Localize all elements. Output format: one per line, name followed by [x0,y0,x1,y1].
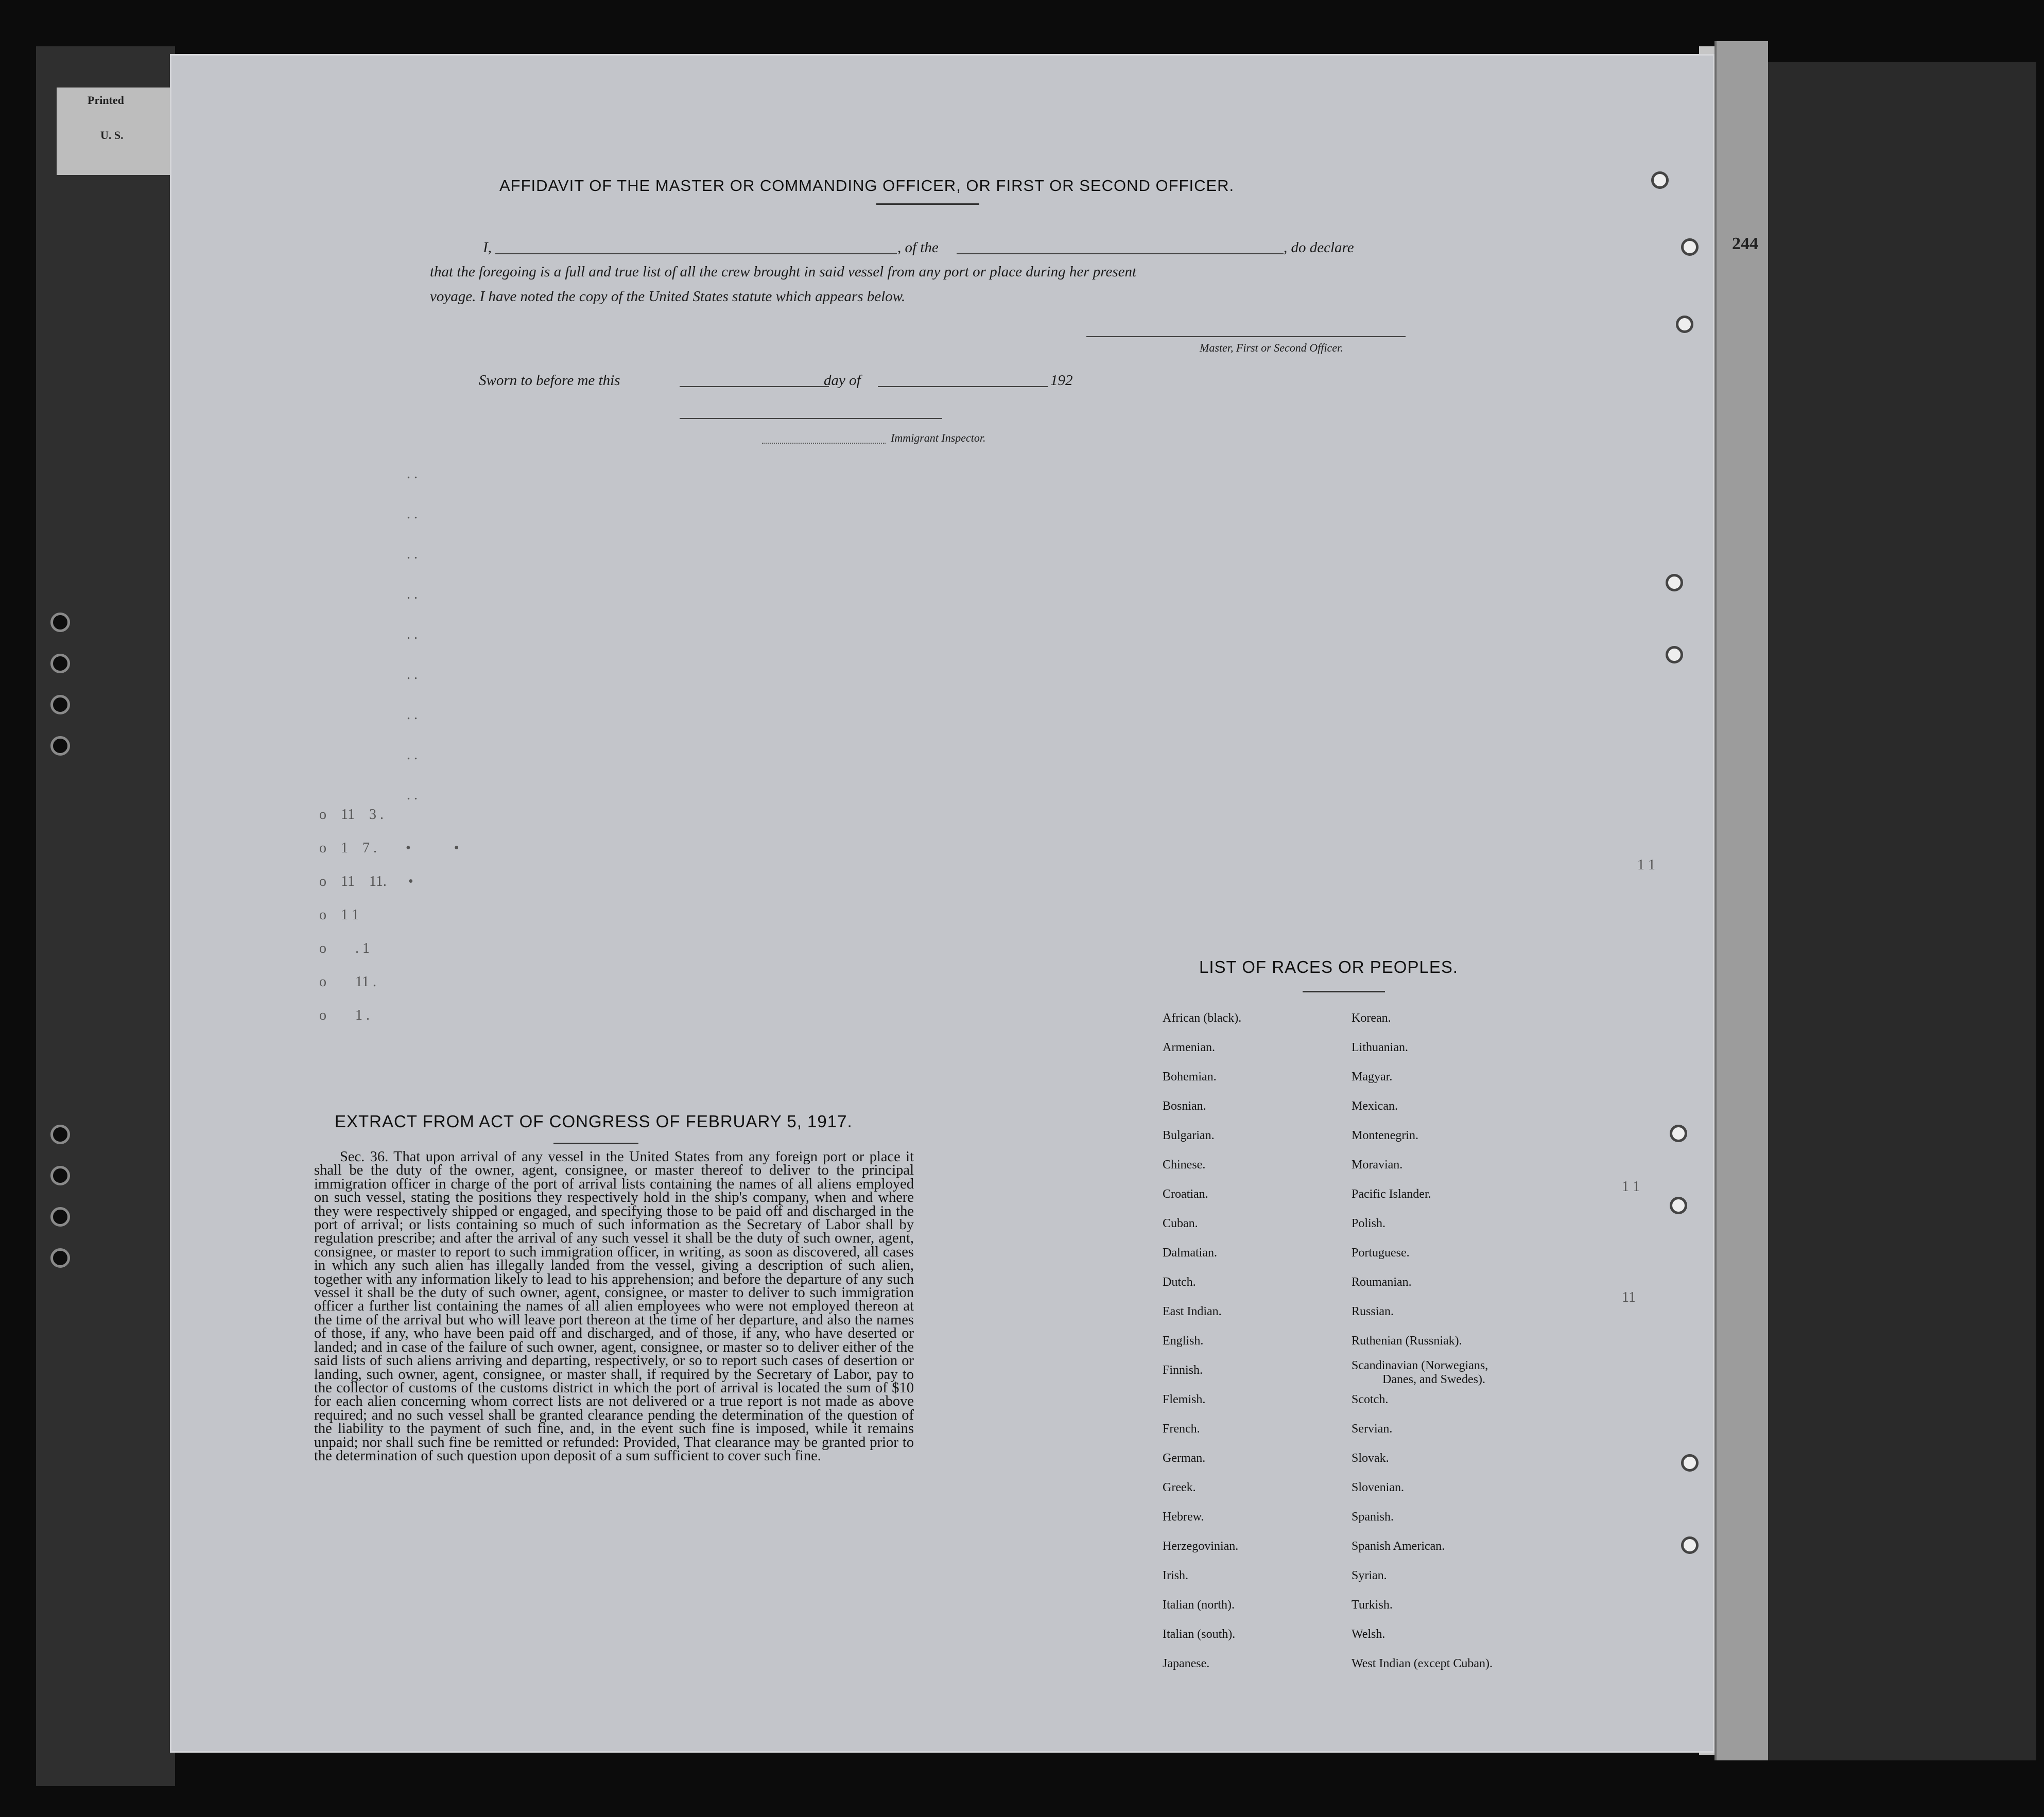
race-item: Herzegovinian. [1163,1540,1239,1553]
race-item: Roumanian. [1352,1276,1412,1289]
bleed-through-mark: . . [407,546,418,562]
race-item: Chinese. [1163,1158,1206,1172]
race-item: Greek. [1163,1481,1196,1494]
race-item: English. [1163,1334,1204,1348]
race-item: Pacific Islander. [1352,1187,1431,1201]
bleed-through-mark: . . [407,626,418,642]
races-title-rule [1303,991,1385,992]
race-item: Irish. [1163,1569,1188,1582]
race-item: Scotch. [1352,1393,1389,1406]
manifest-page [170,54,1714,1753]
affidavit-line-2: that the foregoing is a full and true list of all the crew brought in said vessel from any port or place during her present [430,264,1137,280]
race-item: Bosnian. [1163,1099,1206,1113]
race-item: Slovenian. [1352,1481,1404,1494]
day-of-label: day of [824,372,861,389]
race-item: Polish. [1352,1217,1386,1230]
race-item: Cuban. [1163,1217,1198,1230]
race-item: Italian (north). [1163,1598,1235,1612]
bleed-through-mark: . . [407,506,418,522]
bleed-through-mark: . . [407,667,418,683]
race-item: Bulgarian. [1163,1129,1215,1142]
extract-title: EXTRACT FROM ACT OF CONGRESS OF FEBRUARY 5, 1917. [335,1112,853,1131]
race-item: Danes, and Swedes). [1382,1373,1485,1386]
race-item: Dalmatian. [1163,1246,1217,1260]
race-item: Dutch. [1163,1276,1196,1289]
race-item: Armenian. [1163,1041,1215,1054]
race-item: Russian. [1352,1305,1394,1318]
underlying-sheet-right [1714,41,1768,1760]
race-item: Lithuanian. [1352,1041,1408,1054]
bleed-through-mark: o 1 7 . • • [319,840,459,856]
bleed-through-mark: 1 1 [1637,857,1655,873]
sworn-label: Sworn to before me this [479,372,620,389]
race-item: Syrian. [1352,1569,1387,1582]
race-item: Turkish. [1352,1598,1393,1612]
race-item: Magyar. [1352,1070,1393,1084]
race-item: Slovak. [1352,1452,1389,1465]
race-item: Hebrew. [1163,1510,1204,1524]
race-item: French. [1163,1422,1200,1436]
race-item: Flemish. [1163,1393,1206,1406]
race-item: Montenegrin. [1352,1129,1418,1142]
under-sheet-label: U. S. [100,129,124,142]
declarant-label: I, [483,239,492,256]
under-sheet-number: 244 [1732,234,1758,253]
bleed-through-mark: o 11 11. • [319,873,413,889]
bleed-through-mark: 1 1 [1622,1179,1640,1195]
affidavit-title: AFFIDAVIT OF THE MASTER OR COMMANDING OFFICER, OR FIRST OR SECOND OFFICER. [499,177,1235,195]
race-item: Finnish. [1163,1364,1203,1377]
bleed-through-mark: o . 1 [319,940,370,956]
race-item: Japanese. [1163,1657,1210,1670]
signature-field[interactable] [1086,336,1406,337]
title-rule [876,203,979,205]
inspector-dotted-line [762,443,886,444]
bleed-through-mark: . . [407,747,418,763]
of-the-label: , of the [897,239,939,256]
race-item: Spanish. [1352,1510,1394,1524]
race-item: Croatian. [1163,1187,1208,1201]
race-item: East Indian. [1163,1305,1222,1318]
declarant-name-field[interactable] [495,253,897,254]
inspector-signature-field[interactable] [680,418,942,419]
bleed-through-mark: . . [407,787,418,803]
races-title: LIST OF RACES OR PEOPLES. [1199,957,1459,976]
sworn-day-field[interactable] [680,386,829,387]
race-item: Ruthenian (Russniak). [1352,1334,1462,1348]
sworn-month-field[interactable] [878,386,1048,387]
extract-title-rule [553,1143,638,1144]
race-item: German. [1163,1452,1206,1465]
bleed-through-mark: o 11 3 . [319,807,384,823]
bleed-through-mark: o 1 . [319,1007,370,1023]
bleed-through-mark: . . [407,586,418,602]
inspector-caption: Immigrant Inspector. [891,431,986,444]
race-item: Italian (south). [1163,1628,1236,1641]
race-item: Moravian. [1352,1158,1403,1172]
race-item: Portuguese. [1352,1246,1410,1260]
bleed-through-mark: . . [407,466,418,482]
race-item: African (black). [1163,1011,1242,1025]
vessel-name-field[interactable] [957,253,1284,254]
race-item: Welsh. [1352,1628,1385,1641]
extract-body [314,1150,914,1463]
signature-caption: Master, First or Second Officer. [1200,341,1343,354]
bleed-through-mark: o 11 . [319,974,376,990]
race-item: Korean. [1352,1011,1391,1025]
bleed-through-mark: o 1 1 [319,907,359,923]
race-item: Spanish American. [1352,1540,1445,1553]
scan-background-right [1748,62,2036,1760]
affidavit-line-3: voyage. I have noted the copy of the United States statute which appears below. [430,288,906,305]
scan-background-left [36,46,175,1786]
race-item: Servian. [1352,1422,1393,1436]
race-item: West Indian (except Cuban). [1352,1657,1493,1670]
do-declare-label: , do declare [1284,239,1354,256]
bleed-through-mark: 11 [1622,1289,1636,1305]
bleed-through-mark: . . [407,707,418,723]
year-label: 192 [1050,372,1073,389]
race-item: Mexican. [1352,1099,1398,1113]
race-item: Scandinavian (Norwegians, [1352,1359,1488,1372]
extract-paragraph: Sec. 36. That upon arrival of any vessel in the United States from any foreign port or place it shall be the duty of the owner, agent, consignee, or master thereof to deliver to the principal immigration officer in charge of the port of arrival lists containing the names of all aliens employed on such vessel, stating the positions they respectively hold in the ship's company, when and where they were respectively shipped or engaged, and specifying those to be paid off and discharged in the port of arrival; or lists containing so much of such information as the Secretary of Labor shall by regulation prescribe; and after the arrival of any such vessel it shall be the duty of such owner, agent, consignee, or master to report to such immigration officer, in writing, as soon as discovered, all cases in which any such alien has illegally landed from the vessel, giving a description of such alien, together with any information likely to lead to his apprehension; and before the departure of any such vessel it shall be the duty of such owner, agent, consignee, or master to deliver to such immigration officer a further list containing the names of all alien employees who were not employed thereon at the time of the arrival but who will leave port thereon at the time of her departure, and also the names of those, if any, who have been paid off and discharged, and of those, if any, who have deserted or landed; and in case of the failure of such owner, agent, consignee, or master so to deliver either of the said lists of such aliens arriving and departing, respectively, or so to report such cases of desertion or landing, such owner, agent, consignee, or master shall, if required by the Secretary of Labor, pay to the collector of customs of the customs district in which the port of arrival is located the sum of $10 for each alien concerning whom correct lists are not delivered or a true report is not made as above required; and no such vessel shall be granted clearance pending the determination of the question of the liability to the payment of such fine, and, in the event such fine is imposed, while it remains unpaid; nor shall such fine be remitted or refunded: Provided, That clearance may be granted prior to the determination of such question upon deposit of a sum sufficient to cover such fine. [314,1149,914,1464]
underlying-sheet-left [57,88,175,175]
under-sheet-label: Printed [88,94,124,107]
race-item: Bohemian. [1163,1070,1217,1084]
